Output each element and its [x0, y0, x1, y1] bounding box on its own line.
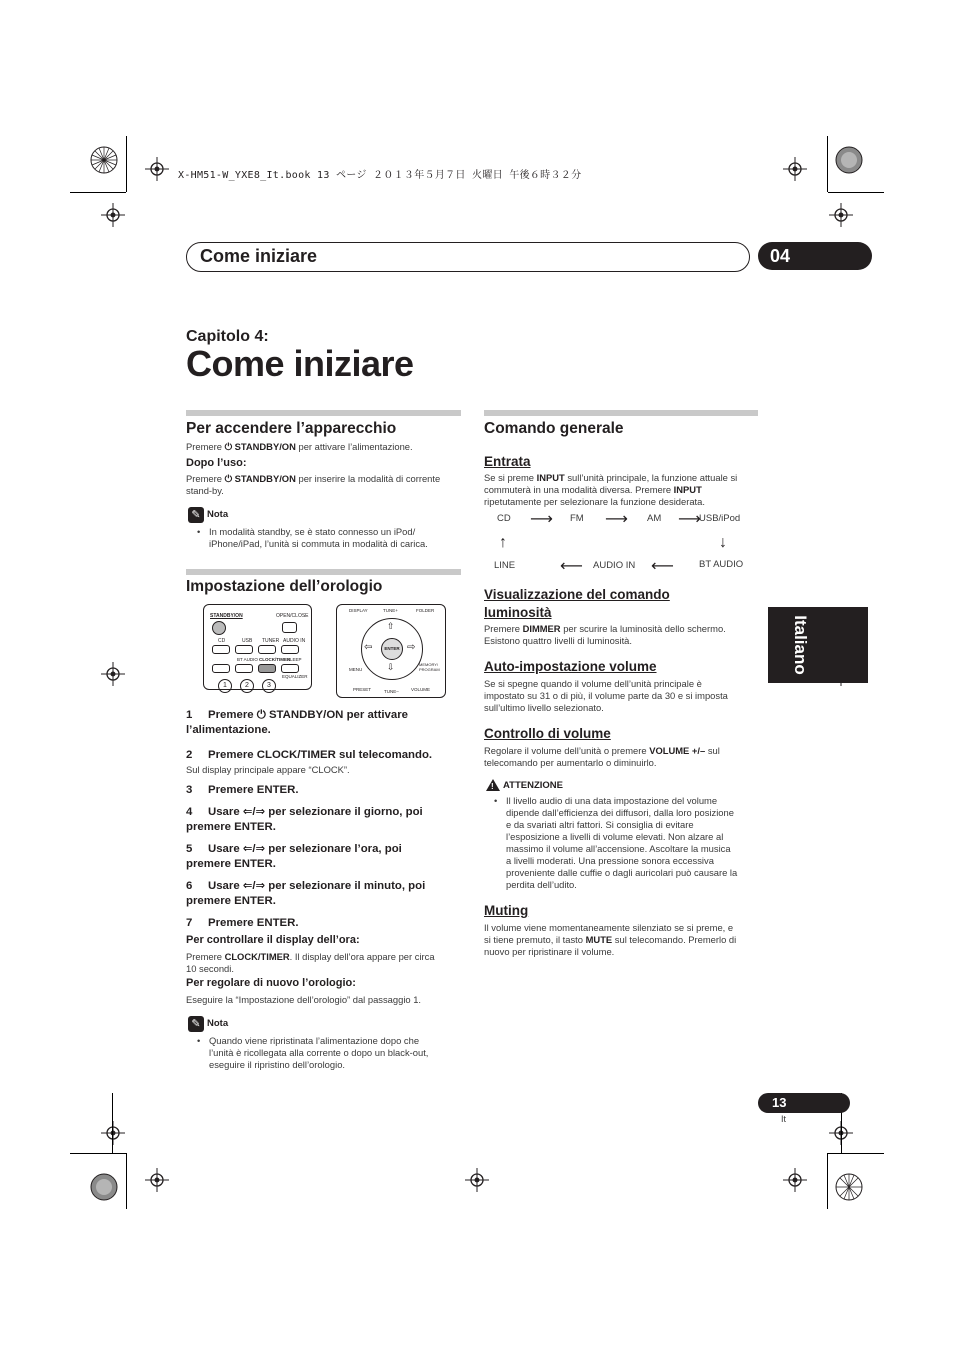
dopo-label: Dopo l’uso: [186, 457, 247, 469]
down-arrow-icon: ⇩ [387, 662, 395, 672]
arrow-left-icon: ⟵ [560, 558, 583, 575]
flow-fm: FM [570, 513, 584, 524]
menu-label: MENU [349, 667, 363, 672]
subsection-title-muting: Muting [484, 903, 529, 918]
check-text: Premere CLOCK/TIMER. Il display dell’ora appare per circa 10 secondi. [186, 951, 435, 974]
adjust-label: Per regolare di nuovo l’orologio: [186, 977, 356, 989]
header-title: Come iniziare [200, 246, 318, 266]
volume-label: VOLUME [411, 687, 431, 692]
folder-label: FOLDER [416, 608, 435, 613]
flow-line: LINE [494, 560, 516, 571]
cd-button[interactable] [212, 645, 230, 654]
arrow-up-icon: ↑ [499, 534, 507, 551]
dopo-text: Premere ⏻ STANDBY/ON per inserire la modalità di corrente stand-by. [186, 473, 441, 496]
crop-mark [70, 1153, 126, 1154]
subsection-title-entrata: Entrata [484, 454, 531, 469]
step-5: 5 Usare ⇐/⇒ per selezionare l’ora, poi premere ENTER. [186, 843, 402, 870]
crosshair-mark-icon [829, 203, 853, 227]
section-title-power: Per accendere l’apparecchio [186, 420, 397, 437]
step-1: 1 Premere ⏻ STANDBY/ON per attivare l’alimentazione. [186, 709, 408, 736]
usb-label: USB [242, 638, 253, 644]
check-label: Per controllare il display dell’ora: [186, 934, 360, 946]
bt-audio-label: BT AUDIO [237, 657, 258, 662]
flow-cd: CD [497, 513, 511, 524]
display-label: DISPLAY [349, 608, 368, 613]
step-6: 6 Usare ⇐/⇒ per selezionare il minuto, poi premere ENTER. [186, 880, 426, 907]
crop-mark [126, 1153, 127, 1209]
crosshair-mark-icon [783, 157, 807, 181]
standby-button[interactable] [212, 621, 226, 635]
registration-mark-icon [89, 145, 119, 175]
crosshair-mark-icon [465, 1168, 489, 1192]
section-divider [484, 410, 758, 416]
subsection-title-dimmer: Visualizzazione del comando luminosità [484, 587, 670, 620]
arrow-down-icon: ↓ [719, 534, 727, 551]
flow-am: AM [647, 513, 662, 524]
language-tab [768, 607, 868, 683]
left-right-arrow-icon: ⇐/⇒ [242, 843, 266, 855]
tune-plus-label: TUNE+ [383, 608, 398, 613]
preset-label: PRESET [353, 687, 372, 692]
crop-mark [70, 192, 126, 193]
left-arrow-icon: ⇦ [364, 642, 373, 653]
power-icon: ⏻ [224, 441, 232, 452]
language-tab-label: Italiano [791, 615, 810, 675]
step-3: 3 Premere ENTER. [186, 784, 299, 796]
crop-mark [828, 1153, 884, 1154]
dimmer-text: Premere DIMMER per scurire la luminosità dello schermo. Esistono quattro livelli di luminosità. [484, 623, 726, 646]
note-label: Nota [207, 509, 229, 520]
crop-mark [827, 136, 828, 192]
crosshair-mark-icon [101, 1121, 125, 1145]
enter-button[interactable]: ENTER [381, 638, 403, 660]
left-right-arrow-icon: ⇐/⇒ [242, 880, 266, 892]
crosshair-mark-icon [783, 1168, 807, 1192]
key-2-button[interactable]: 2 [240, 679, 254, 693]
audio-in-button[interactable] [281, 645, 299, 654]
crosshair-mark-icon [145, 157, 169, 181]
arrow-left-icon: ⟵ [651, 558, 674, 575]
remote-illustration-right [336, 604, 446, 698]
section-title-general: Comando generale [484, 420, 624, 437]
step-2-note: Sul display principale appare “CLOCK”. [186, 764, 350, 775]
note-text: • Quando viene ripristinata l’alimentazione dopo che l’unità è ricollegata alla corrente o dopo un black-out, eseguire il ripristino dell’orologio. [197, 1035, 429, 1070]
subsection-title-volume: Controllo di volume [484, 726, 611, 741]
note-text: • In modalità standby, se è stato connesso un iPod/ iPhone/iPad, l’unità si commuta in modalità di carica. [197, 526, 428, 549]
crop-mark [126, 136, 127, 192]
bt-audio-button[interactable] [235, 664, 253, 673]
right-arrow-icon: ⇨ [407, 642, 416, 653]
open-close-button[interactable] [282, 622, 297, 633]
page-language: It [781, 1114, 787, 1124]
power-icon: ⏻ [224, 473, 232, 484]
registration-mark-icon [89, 1172, 119, 1202]
registration-mark-icon [834, 145, 864, 175]
clock-timer-label: CLOCK/TIMER [259, 657, 291, 662]
auto-volume-text: Se si spegne quando il volume dell’unità principale è impostato su 31 o di più, il volume parte da 30 e si imposta sull’ultimo livello selezionato. [484, 678, 728, 713]
chapter-number: 04 [758, 242, 872, 270]
flow-usb: USB/iPod [699, 513, 741, 524]
attention-text: • Il livello audio di una data impostazione del volume dipende dall’efficienza dei diffusori, dalla loro posizione e da svariati altri fattori. Si consiglia di evitare l’esposizione a livelli di volume elevati. Non alzare al massimo il volume all’accensione. Ascoltare la musica a livelli moderati. Una pressione sonora eccessiva proveniente dalle cuffie o dagli auricolari può causare la perdita dell’udito. [494, 795, 738, 890]
crosshair-mark-icon [101, 203, 125, 227]
crosshair-mark-icon [145, 1168, 169, 1192]
key-3-button[interactable]: 3 [262, 679, 276, 693]
sleep-label: SLEEP [287, 657, 302, 662]
chapter-label: Capitolo 4: [186, 328, 269, 345]
clock-timer-button[interactable] [258, 664, 276, 673]
audio-in-label: AUDIO IN [283, 638, 306, 644]
crosshair-mark-icon [101, 662, 125, 686]
left-right-arrow-icon: ⇐/⇒ [242, 806, 266, 818]
print-header: X-HM51-W_YXE8_It.book 13 ページ ２０１３年５月７日 火曜日 午後６時３２分 [178, 170, 582, 181]
entrata-text: Se si preme INPUT sull’unità principale, la funzione attuale si commuterà in una modalità diversa. Premere INPUT ripetutamente per selezionare la funzione desiderata. [484, 472, 738, 507]
section-divider [186, 569, 461, 575]
page-number: 13 [758, 1093, 850, 1113]
sleep-button[interactable] [281, 664, 299, 673]
up-arrow-icon: ⇧ [387, 621, 395, 631]
chapter-title: Come iniziare [186, 343, 414, 384]
tuner-label: TUNER [262, 638, 280, 644]
crop-mark [112, 1093, 113, 1153]
section-title-clock: Impostazione dell’orologio [186, 578, 383, 595]
step-4: 4 Usare ⇐/⇒ per selezionare il giorno, poi premere ENTER. [186, 806, 423, 833]
note-icon: ✎ [188, 1016, 204, 1032]
arrow-right-icon: ⟶ [678, 511, 701, 528]
step-2: 2 Premere CLOCK/TIMER sul telecomando. [186, 749, 433, 761]
attention-label: ATTENZIONE [503, 780, 563, 791]
remote-illustration-left [203, 604, 312, 690]
subsection-title-auto-volume: Auto-impostazione volume [484, 659, 657, 674]
note-icon: ✎ [188, 507, 204, 523]
usb-button[interactable] [235, 645, 253, 654]
equalizer-label: EQUALIZER [282, 674, 308, 679]
power-icon: ⏻ [256, 709, 266, 721]
note-label: Nota [207, 1018, 229, 1029]
flow-audio-in: AUDIO IN [593, 560, 636, 571]
key-1-button[interactable]: 1 [218, 679, 232, 693]
arrow-right-icon: ⟶ [605, 511, 628, 528]
memory-label: MEMORY/ [419, 662, 439, 667]
open-close-label: OPEN/CLOSE [276, 613, 309, 619]
program-label: PROGRAM [419, 667, 440, 672]
section-divider [186, 410, 461, 416]
registration-mark-icon [834, 1172, 864, 1202]
tuner-button[interactable] [258, 645, 276, 654]
key-button[interactable] [212, 664, 230, 673]
muting-text: Il volume viene momentaneamente silenziato se si preme, e si tiene premuto, il tasto MUTE sul telecomando. Premerlo di nuovo per ripristinare il volume. [484, 922, 737, 957]
power-text: Premere ⏻ STANDBY/ON per attivare l’alimentazione. [186, 441, 413, 452]
cd-label: CD [218, 638, 226, 644]
step-7: 7 Premere ENTER. [186, 917, 299, 929]
warning-mark: ! [491, 782, 494, 791]
volume-text: Regolare il volume dell’unità o premere VOLUME +/– sul telecomando per aumentarlo o diminuirlo. [484, 745, 720, 768]
crop-mark [827, 1153, 828, 1209]
standby-label: STANDBY/ON [210, 613, 243, 619]
crop-mark [828, 192, 884, 193]
flow-bt-audio: BT AUDIO [699, 559, 744, 570]
arrow-right-icon: ⟶ [530, 511, 553, 528]
adjust-text: Eseguire la “Impostazione dell’orologio” dal passaggio 1. [186, 994, 422, 1005]
tune-minus-label: TUNE– [384, 689, 399, 694]
